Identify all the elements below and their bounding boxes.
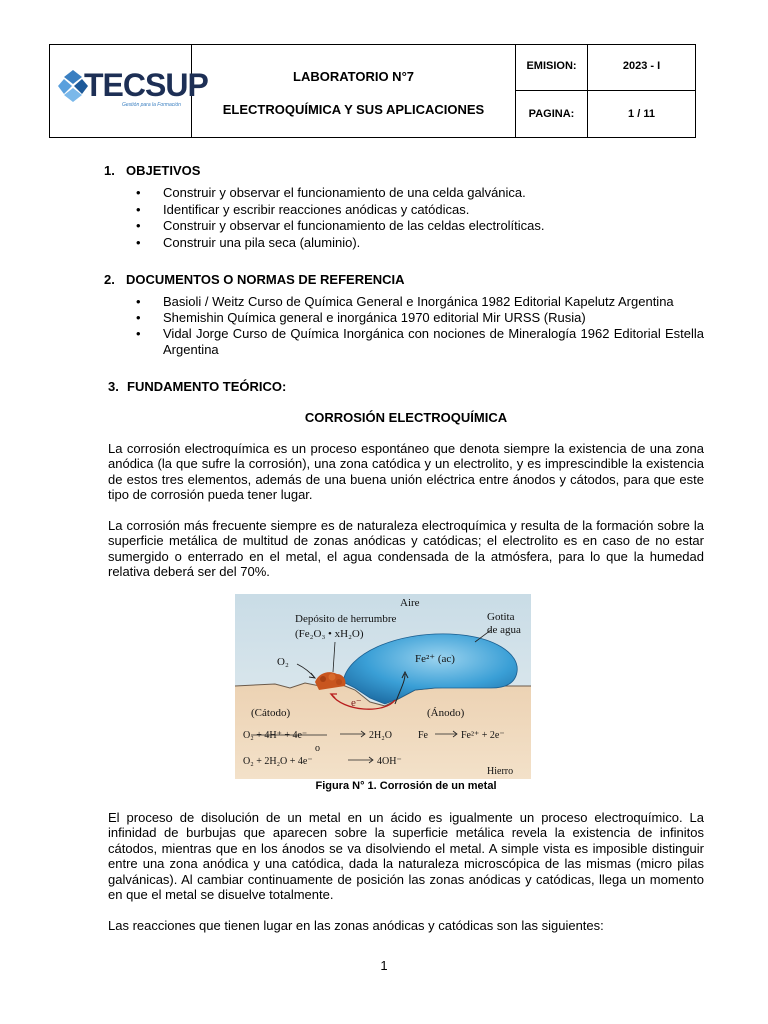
- section-heading-fundamento: [108, 379, 286, 394]
- section-heading-objetivos: [104, 163, 200, 178]
- paragraph: La corrosión más frecuente siempre es de naturaleza electroquímica y resulta de la formación sobre la superficie metálica de multitud de zonas anódicas y catódicas; el electrolito es en caso de no estar sumergido o enterrado en el metal, el agua condensada de la atmósfera, para lo que la humedad relativa deberá ser del 70%.: [108, 518, 704, 580]
- emision-value: 2023 - I: [622, 60, 661, 72]
- reaction-2-right: 4OH⁻: [377, 756, 402, 767]
- list-item: • Identificar y escribir reacciones anódicas y catódicas.: [136, 202, 704, 219]
- list-item: • Construir una pila seca (aluminio).: [136, 235, 704, 252]
- section-title: OBJETIVOS: [126, 163, 201, 178]
- emision-value-cell: [588, 45, 695, 91]
- rust-particle: [329, 674, 336, 681]
- list-item: • Vidal Jorge Curso de Química Inorgánica con nociones de Mineralogía 1962 Editorial Estella Argentina: [136, 326, 704, 358]
- pagina-label: PAGINA:: [528, 108, 575, 120]
- label-aire: Aire: [400, 597, 420, 609]
- lab-subtitle: ELECTROQUÍMICA Y SUS APLICACIONES: [222, 102, 485, 117]
- rust-particle: [336, 679, 342, 685]
- list-item: • Construir y observar el funcionamiento de una celda galvánica.: [136, 185, 704, 202]
- list-item: • Shemishin Química general e inorgánica 1970 editorial Mir URSS (Rusia): [136, 310, 704, 326]
- label-formula: (Fe₂O₃ • xH₂O): [295, 628, 364, 640]
- reaction-or: o: [315, 743, 320, 754]
- pagina-value: 1 / 11: [628, 108, 655, 120]
- label-o2: O₂: [277, 656, 289, 668]
- page-number: 1: [380, 958, 388, 973]
- corrosion-figure: [235, 594, 531, 779]
- objetivos-list: [136, 185, 704, 251]
- section-number: 1.: [104, 163, 115, 178]
- logo-wordmark: TECSUP: [84, 67, 208, 103]
- reaction-2-left: O₂ + 2H₂O + 4e⁻: [243, 756, 313, 767]
- subtitle-corrosion: CORROSIÓN ELECTROQUÍMICA: [304, 410, 508, 425]
- reaction-1-left: O₂ + 4H⁺ + 4e⁻: [243, 730, 308, 741]
- label-fe-ac: Fe²⁺ (ac): [415, 653, 455, 665]
- paragraph: Las reacciones que tienen lugar en las zonas anódicas y catódicas son las siguientes:: [108, 918, 604, 933]
- lab-title: LABORATORIO N°7: [293, 69, 414, 84]
- label-hierro: Hierro: [487, 766, 514, 777]
- section-number: 3.: [108, 379, 119, 394]
- logo-tagline: Gestión para la Formación: [122, 102, 181, 108]
- label-electron: e⁻: [351, 697, 362, 709]
- pagina-value-cell: [588, 91, 695, 137]
- pagina-label-cell: [516, 91, 588, 137]
- anode-reaction-left: Fe: [418, 730, 428, 741]
- label-deposito: Depósito de herrumbre: [295, 613, 397, 625]
- section-title: FUNDAMENTO TEÓRICO:: [127, 379, 287, 394]
- emision-label: EMISION:: [526, 60, 577, 72]
- label-gotita: Gotita: [487, 611, 515, 623]
- label-de-agua: de agua: [487, 624, 521, 636]
- anode-reaction-right: Fe²⁺ + 2e⁻: [461, 730, 505, 741]
- emision-label-cell: [516, 45, 588, 91]
- section-heading-documentos: [104, 272, 405, 287]
- figure-caption: Figura N° 1. Corrosión de un metal: [315, 780, 497, 792]
- list-item: • Basioli / Weitz Curso de Química General e Inorgánica 1982 Editorial Kapelutz Argentina: [136, 294, 704, 310]
- label-catodo: (Cátodo): [251, 707, 291, 719]
- paragraph: La corrosión electroquímica es un proceso espontáneo que denota siempre la existencia de una zona anódica (la que sufre la corrosión), una zona catódica y un electrolito, y es imprescindible la existencia de estos tres elementos, además de una buena unión eléctrica entre ánodos y cátodos, para que este tipo de corrosión pueda tener lugar.: [108, 441, 704, 503]
- reaction-1-right: 2H₂O: [369, 730, 392, 741]
- rust-particle: [320, 676, 326, 682]
- paragraph: El proceso de disolución de un metal en un ácido es igualmente un proceso electroquímico. La infinidad de burbujas que aparecen sobre la superficie metálica revela la existencia de infinitos cátodos, mientras que en los ánodos se va disolviendo el metal. A simple vista es imposible distinguir entre una zona anódica y una catódica, dada la naturaleza microscópica de las mismas (micro pilas galvánicas). Al cambiar continuamente de posición las zonas anódicas y catódicas, llega un momento en que el metal se disuelve totalmente.: [108, 810, 704, 903]
- section-number: 2.: [104, 272, 115, 287]
- tecsup-logo: [58, 67, 208, 111]
- referencias-list: [136, 294, 704, 358]
- logo-cell: [50, 45, 208, 137]
- section-title: DOCUMENTOS O NORMAS DE REFERENCIA: [126, 272, 405, 287]
- document-header-table: [49, 44, 696, 138]
- title-cell: [192, 45, 516, 137]
- label-anodo: (Ánodo): [427, 707, 465, 719]
- list-item: • Construir y observar el funcionamiento de las celdas electrolíticas.: [136, 218, 704, 235]
